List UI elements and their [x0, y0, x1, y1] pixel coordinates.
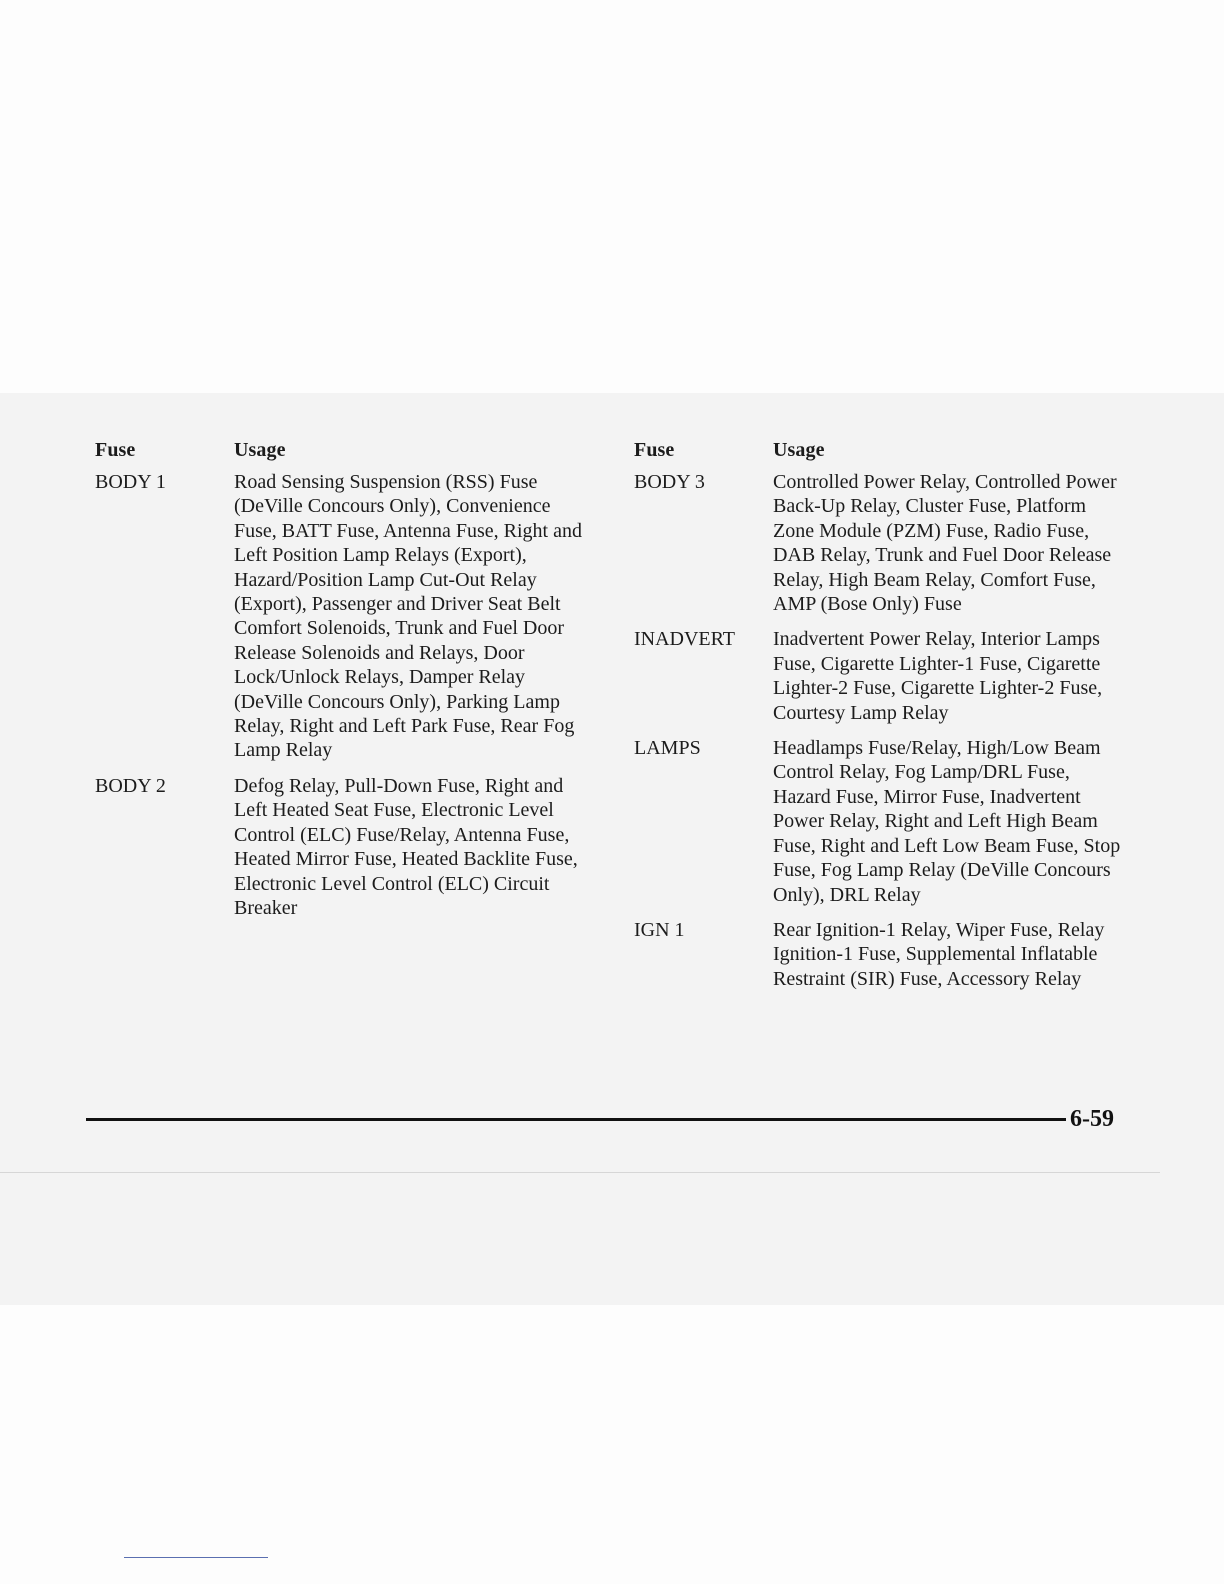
fuse-name: IGN 1: [634, 918, 685, 941]
table-row: [634, 470, 1123, 616]
table-header-right: [634, 436, 1123, 470]
table-row: [634, 736, 1123, 907]
page-number: 6-59: [1070, 1106, 1114, 1132]
fuse-name: BODY 1: [95, 471, 166, 493]
table-row: [95, 774, 584, 920]
fuse-usage: Inadvertent Power Relay, Interior Lamps Fuse, Cigarette Lighter-1 Fuse, Cigarette Lighter-2 Fuse, Cigarette Lighter-2 Fuse, Courtesy Lamp Relay: [773, 628, 1103, 724]
usage-column-header: Usage: [234, 439, 286, 461]
table-row: [634, 918, 1123, 991]
fuse-name: INADVERT: [634, 628, 736, 651]
table-header-left: [95, 436, 584, 470]
footer-rule: [86, 1118, 1066, 1121]
fuse-usage: Rear Ignition-1 Relay, Wiper Fuse, Relay Ignition-1 Fuse, Supplemental Inflatable Restraint (SIR) Fuse, Accessory Relay: [773, 918, 1105, 990]
fuse-name: LAMPS: [634, 737, 701, 760]
fuse-usage: Defog Relay, Pull-Down Fuse, Right and Left Heated Seat Fuse, Electronic Level Control (ELC) Fuse/Relay, Antenna Fuse, Heated Mirror Fuse, Heated Backlite Fuse, Electronic Level Control (ELC) Circuit Breaker: [234, 774, 578, 919]
fuse-table-right: [634, 436, 1123, 1002]
fuse-usage: Headlamps Fuse/Relay, High/Low Beam Control Relay, Fog Lamp/DRL Fuse, Hazard Fuse, Mirror Fuse, Inadvertent Power Relay, Right and Left High Beam Fuse, Right and Left Low Beam Fuse, Stop Fuse, Fog Lamp Relay (DeVille Concours Only), DRL Relay: [773, 737, 1121, 906]
fuse-table-left: [95, 436, 584, 931]
fuse-name: BODY 3: [634, 471, 705, 493]
fuse-column-header: Fuse: [634, 439, 675, 461]
fuse-column-header: Fuse: [95, 439, 136, 461]
usage-column-header: Usage: [773, 439, 825, 461]
table-row: [95, 470, 584, 763]
fuse-usage: Controlled Power Relay, Controlled Power Back-Up Relay, Cluster Fuse, Platform Zone Module (PZM) Fuse, Radio Fuse, DAB Relay, Trunk and Fuel Door Release Relay, High Beam Relay, Comfort Fuse, AMP (Bose Only) Fuse: [773, 471, 1117, 616]
fuse-name: BODY 2: [95, 774, 166, 797]
table-row: [634, 627, 1123, 725]
fuse-usage: Road Sensing Suspension (RSS) Fuse (DeVille Concours Only), Convenience Fuse, BATT Fuse, Antenna Fuse, Right and Left Position Lamp Relays (Export), Hazard/Position Lamp Cut-Out Relay (Export), Passenger and Driver Seat Belt Comfort Solenoids, Trunk and Fuel Door Release Solenoids and Relays, Door Lock/Unlock Relays, Damper Relay (DeVille Concours Only), Parking Lamp Relay, Right and Left Park Fuse, Rear Fog Lamp Relay: [234, 471, 582, 762]
bottom-divider: [124, 1557, 268, 1558]
faint-divider: [0, 1172, 1160, 1173]
